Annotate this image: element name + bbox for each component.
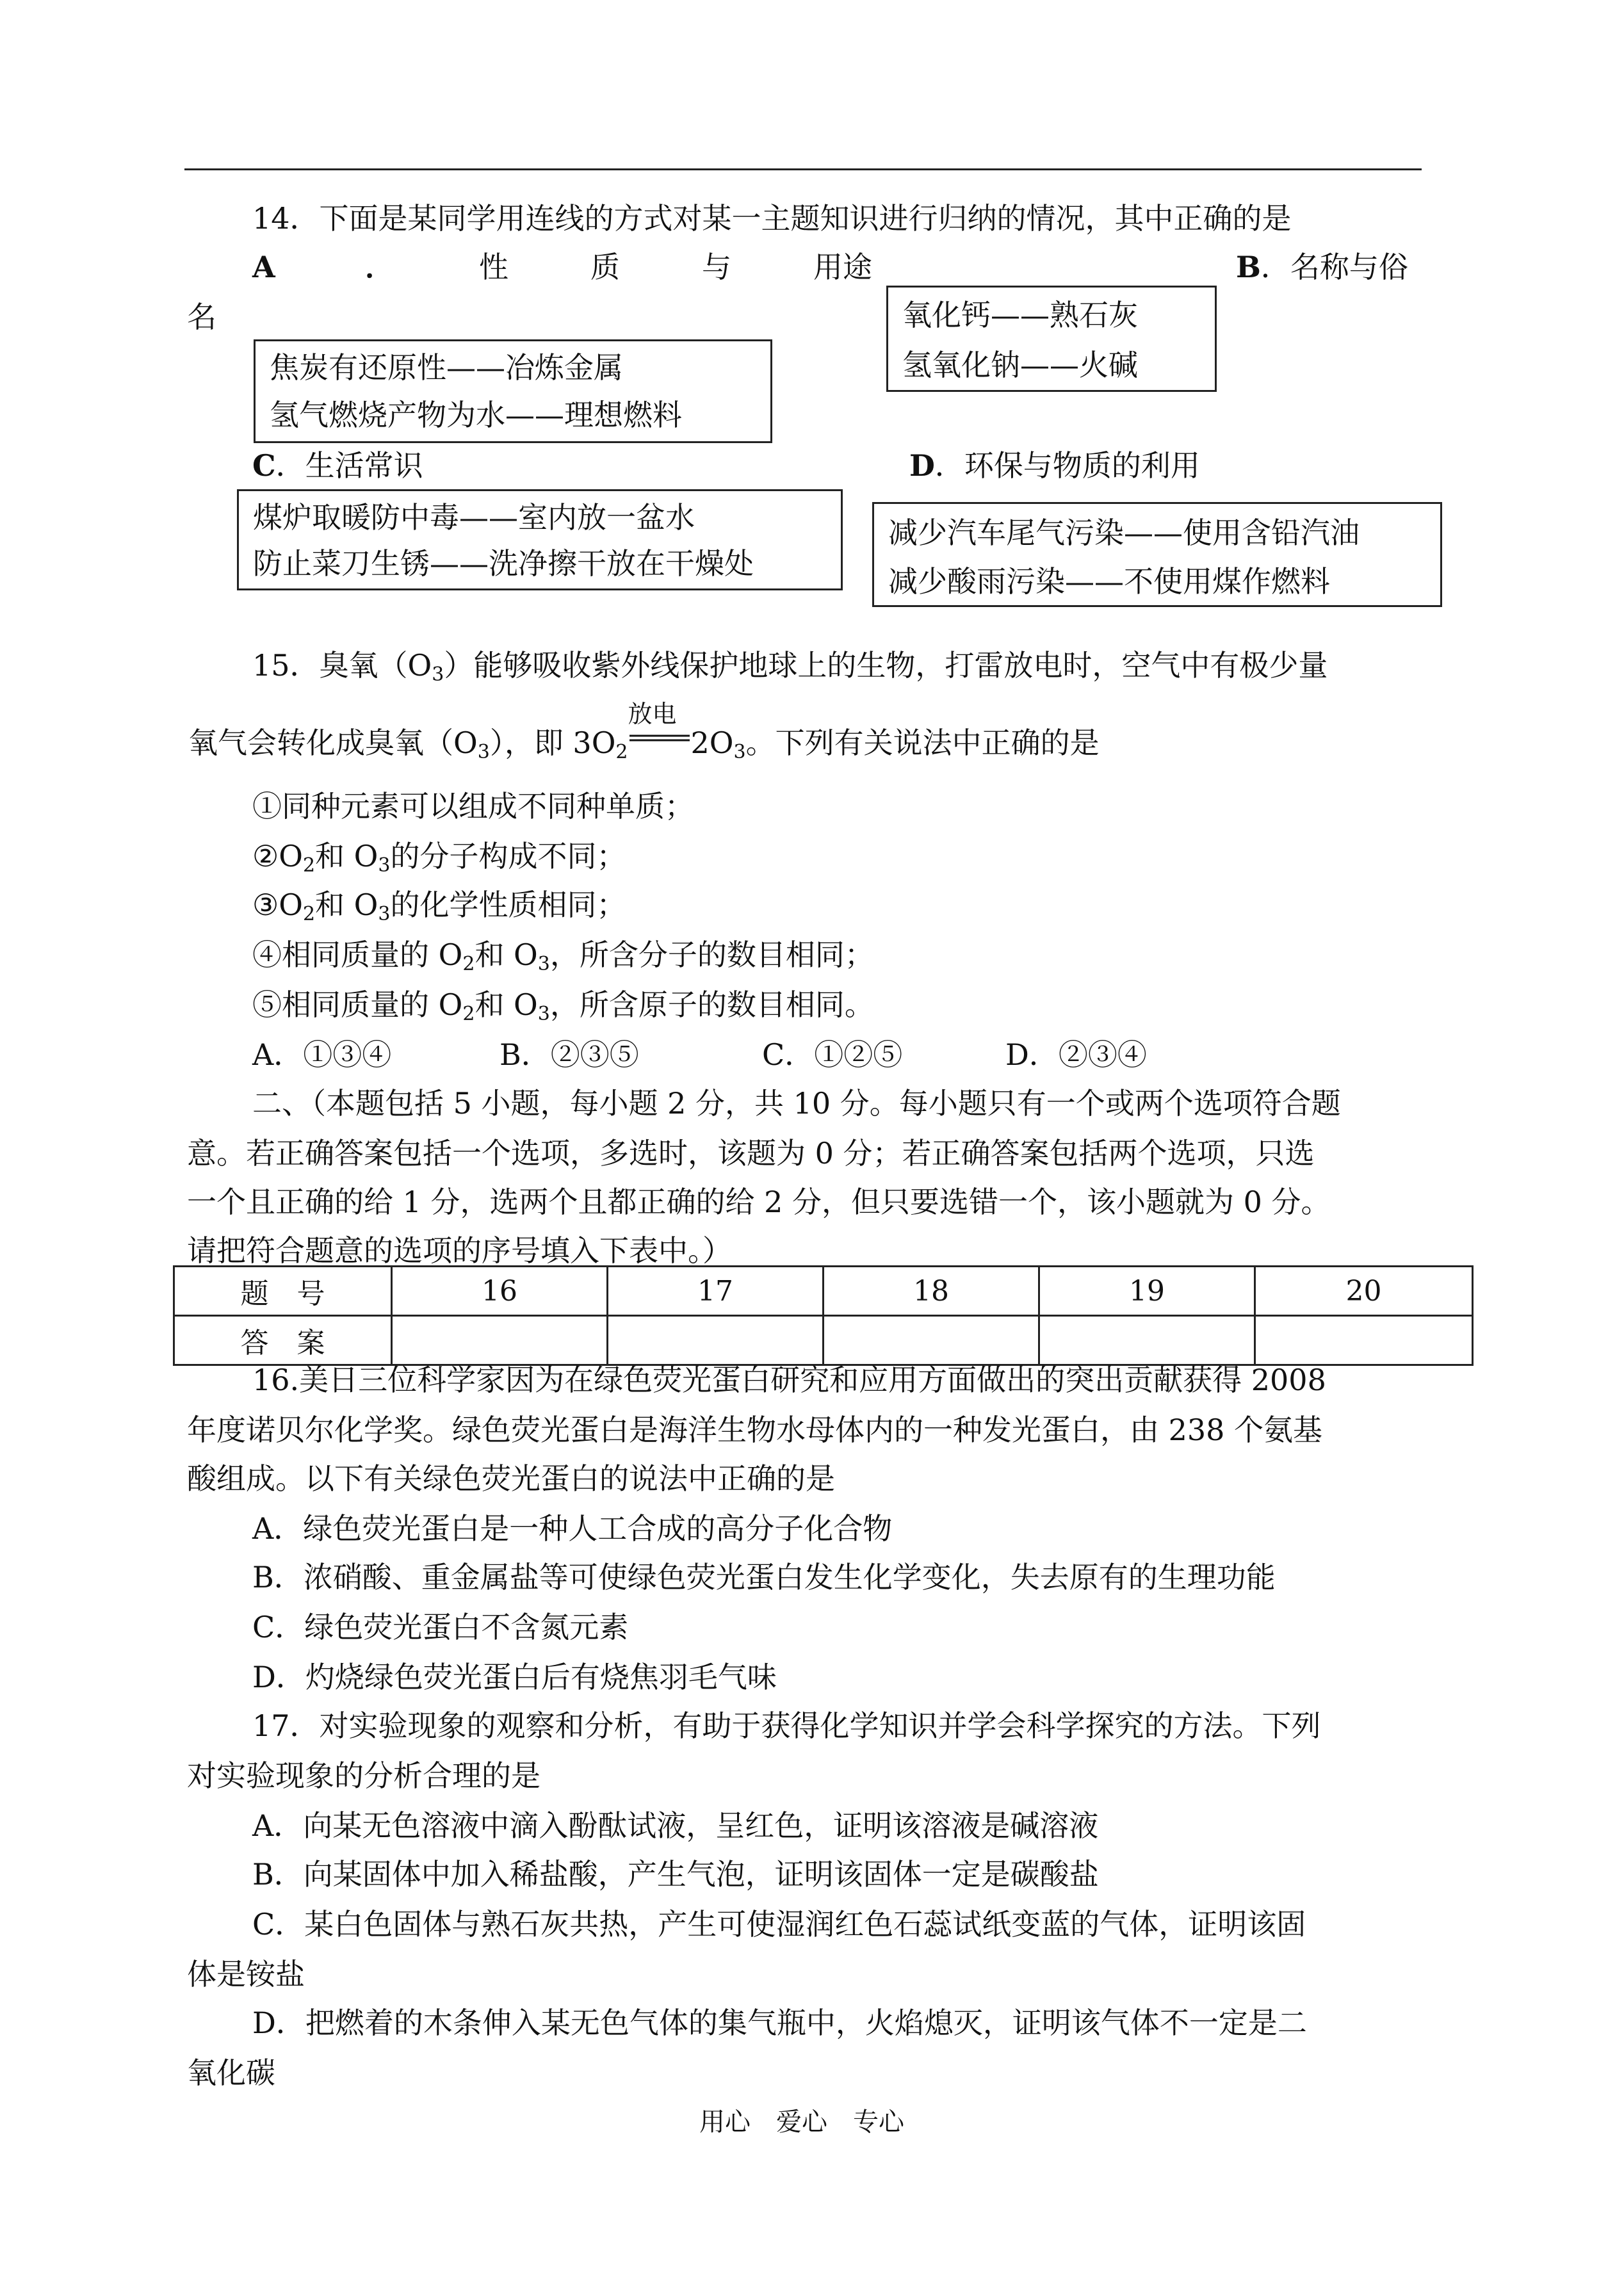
answer-cell-18[interactable] [824,1316,1039,1365]
q14-a-head-6: 用 [813,250,843,284]
q14-box-c-line1: 煤炉取暖防中毒——室内放一盆水 [253,500,695,535]
q16-line1: 16.美日三位科学家因为在绿色荧光蛋白研究和应用方面做出的突出贡献获得 2008 [252,1363,1326,1397]
q14-a-head-1: A [252,250,275,284]
table-head-answer: 答 案 [174,1316,392,1365]
q14-box-c [237,489,843,590]
q17-option-b: B．向某固体中加入稀盐酸，产生气泡，证明该固体一定是碳酸盐 [252,1857,1099,1892]
section2-line2: 意。若正确答案包括一个选项，多选时，该题为 0 分；若正确答案包括两个选项，只选 [187,1136,1315,1171]
table-number-18: 18 [824,1267,1039,1316]
q14-d-head: D．环保与物质的利用 [909,448,1200,483]
section2-line4: 请把符合题意的选项的序号填入下表中。） [187,1233,732,1268]
section2-line3: 一个且正确的给 1 分，选两个且都正确的给 2 分，但只要选错一个，该小题就为 0 分。 [187,1185,1331,1219]
q15-stem-line1: 15．臭氧$(O_3)$能够吸收紫外线保护地球上的生物，打雷放电时，空气中有极少量 [252,648,1328,686]
q17-line1: 17．对实验现象的观察和分析，有助于获得化学知识并学会科学探究的方法。下列 [252,1708,1321,1743]
q17-line2: 对实验现象的分析合理的是 [187,1758,540,1793]
answer-cell-20[interactable] [1255,1316,1473,1365]
q14-box-d-line2: 减少酸雨污染——不使用煤作燃料 [888,564,1330,599]
q14-a-head-5: 与 [702,250,731,284]
q17-option-c-cont: 体是铵盐 [187,1957,305,1991]
q14-box-d [872,502,1442,607]
discharge-arrow: 放电 [628,700,677,728]
table-number-17: 17 [608,1267,824,1316]
q15-option-c: C．①②⑤ [762,1037,903,1072]
q15-option-a: A．①③④ [252,1037,392,1072]
q15-statement-4: ④相同质量的 $O_2$和 $O_3$，所含分子的数目相同； [252,937,874,975]
answer-cell-17[interactable] [608,1316,824,1365]
q14-box-b-line1: 氧化钙——熟石灰 [902,298,1138,332]
q15-statement-3: $③O_2$和 $O_3$的化学性质相同； [252,888,626,925]
q14-a-head-3: 性 [479,250,508,284]
q14-box-a-line1: 焦炭有还原性——冶炼金属 [270,350,623,385]
q14-b-head-cont: 名 [187,300,216,334]
table-number-19: 19 [1039,1267,1255,1316]
q15-option-b: B．②③⑤ [499,1037,639,1072]
section2-line1: 二、（本题包括 5 小题，每小题 2 分，共 10 分。每小题只有一个或两个选项符合题 [252,1086,1341,1121]
q14-a-head-4: 质 [590,250,620,284]
q16-option-b: B．浓硝酸、重金属盐等可使绿色荧光蛋白发生化学变化，失去原有的生理功能 [252,1560,1276,1594]
q14-c-head: C．生活常识 [252,448,423,483]
q14-box-b [886,286,1217,392]
page-footer: 用心 爱心 专心 [699,2107,904,2137]
q15-statement-1: ①同种元素可以组成不同种单质； [252,789,694,823]
q15-statement-5: ⑤相同质量的 $O_2$和 $O_3$，所含原子的数目相同。 [252,987,874,1025]
q16-option-d: D．灼烧绿色荧光蛋白后有烧焦羽毛气味 [252,1660,777,1694]
q17-option-a: A．向某无色溶液中滴入酚酞试液，呈红色，证明该溶液是碱溶液 [252,1808,1099,1843]
q14-a-head-2: ． [365,250,394,284]
q15-statement-2: $②O_2$和 $O_3$的分子构成不同； [252,839,626,877]
q14-box-c-line2: 防止菜刀生锈——洗净擦干放在干燥处 [253,546,754,581]
answer-table [173,1265,1474,1366]
table-number-16: 16 [392,1267,608,1316]
q14-box-d-line1: 减少汽车尾气污染——使用含铅汽油 [888,515,1360,550]
q17-option-d-cont: 氧化碳 [187,2056,275,2090]
q14-box-a-line2: 氢气燃烧产物为水——理想燃料 [270,398,682,432]
q14-stem: 14．下面是某同学用连线的方式对某一主题知识进行归纳的情况，其中正确的是 [252,201,1292,236]
q14-box-b-line2: 氢氧化钠——火碱 [902,348,1138,382]
q14-a-head-7: 途 [843,250,872,284]
q16-option-a: A．绿色荧光蛋白是一种人工合成的高分子化合物 [252,1511,893,1546]
q16-option-c: C．绿色荧光蛋白不含氮元素 [252,1610,629,1644]
table-head-number: 题 号 [174,1267,392,1316]
q14-box-a [254,339,772,443]
q17-option-c: C．某白色固体与熟石灰共热，产生可使湿润红色石蕊试纸变蓝的气体，证明该固 [252,1907,1306,1942]
answer-table-header-row [174,1267,1473,1316]
answer-table-answer-row [174,1316,1473,1365]
answer-cell-19[interactable] [1039,1316,1255,1365]
q16-line2: 年度诺贝尔化学奖。绿色荧光蛋白是海洋生物水母体内的一种发光蛋白，由 238 个氨基 [187,1413,1323,1447]
table-number-20: 20 [1255,1267,1473,1316]
q14-b-head: B．名称与俗 [1236,250,1408,284]
answer-cell-16[interactable] [392,1316,608,1365]
q17-option-d: D．把燃着的木条伸入某无色气体的集气瓶中，火焰熄灭，证明该气体不一定是二 [252,2006,1307,2040]
q15-stem-line2: 氧气会转化成臭氧$(O_3)$，即 $3O_2$ 放电 $2O_3$。下列有关说法中正确的是 [188,700,1100,763]
q15-option-d: D．②③④ [1005,1037,1147,1072]
q16-line3: 酸组成。以下有关绿色荧光蛋白的说法中正确的是 [187,1461,835,1496]
header-rule [184,168,1422,170]
